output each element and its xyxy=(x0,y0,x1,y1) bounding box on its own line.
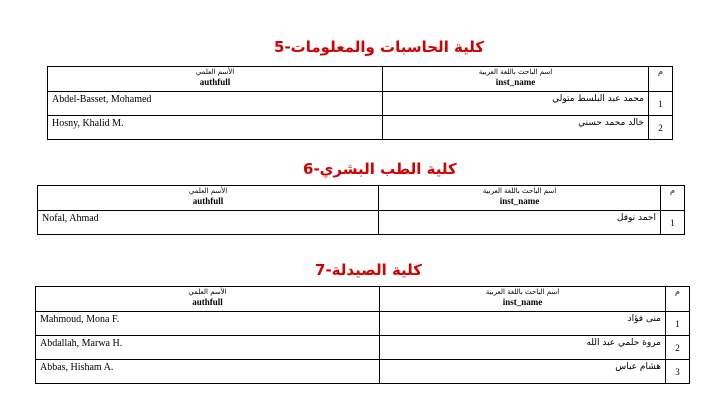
arabic-name-cell: مروة حلمي عبد الله xyxy=(380,336,666,360)
scientific-name-cell: Nofal, Ahmad xyxy=(38,211,379,235)
table-header-row xyxy=(38,186,685,211)
arabic-name-cell: هشام عباس xyxy=(380,360,666,384)
arabic-name-cell: احمد نوفل xyxy=(379,211,661,235)
table-row xyxy=(48,92,673,116)
header-en-label: authfull xyxy=(192,196,224,206)
header-en-label: inst_name xyxy=(499,196,540,206)
index-cell: 2 xyxy=(666,336,690,360)
col-scientific-name-header xyxy=(36,287,380,312)
section-5-heading xyxy=(268,38,484,56)
col-arabic-name-header xyxy=(380,287,666,312)
index-cell: 2 xyxy=(649,116,673,140)
table-row xyxy=(48,116,673,140)
table-row xyxy=(36,360,690,384)
section-7-heading xyxy=(309,261,422,279)
index-cell: 1 xyxy=(661,211,685,235)
section-5-title: كلية الحاسبات والمعلومات xyxy=(290,38,485,56)
arabic-name-cell: خالد محمد حسني xyxy=(383,116,649,140)
col-index-header: م xyxy=(661,186,685,211)
scientific-name-cell: Mahmoud, Mona F. xyxy=(36,312,380,336)
section-6-number: -6 xyxy=(303,160,320,178)
header-en-label: authfull xyxy=(192,297,223,307)
col-scientific-name-header xyxy=(48,67,383,92)
section-5-number: -5 xyxy=(274,38,291,56)
scientific-name-cell: Abbas, Hisham A. xyxy=(36,360,380,384)
index-cell: 3 xyxy=(666,360,690,384)
header-ar-label: اسم الباحث باللغة العربية xyxy=(478,68,553,76)
scientific-name-cell: Abdel-Basset, Mohamed xyxy=(48,92,383,116)
header-ar-label: اسم الباحث باللغة العربية xyxy=(482,187,557,195)
table-row xyxy=(36,336,690,360)
section-5-table xyxy=(47,66,673,140)
arabic-name-cell: محمد عبد البلسط متولي xyxy=(383,92,649,116)
scientific-name-cell: Hosny, Khalid M. xyxy=(48,116,383,140)
section-6-table xyxy=(37,185,685,235)
table-row xyxy=(38,211,685,235)
col-arabic-name-header xyxy=(379,186,661,211)
scientific-name-cell: Abdallah, Marwa H. xyxy=(36,336,380,360)
header-en-label: inst_name xyxy=(502,297,543,307)
header-en-label: inst_name xyxy=(495,77,536,87)
section-7-number: -7 xyxy=(315,261,332,279)
arabic-name-cell: منى فؤاد xyxy=(380,312,666,336)
col-arabic-name-header xyxy=(383,67,649,92)
section-7-title: كلية الصيدلة xyxy=(331,261,423,279)
header-en-label: authfull xyxy=(199,77,231,87)
index-cell: 1 xyxy=(649,92,673,116)
header-ar-label: الأسم العلمي xyxy=(195,68,235,76)
section-7-table xyxy=(35,286,690,384)
index-cell: 1 xyxy=(666,312,690,336)
table-header-row xyxy=(36,287,690,312)
table-header-row xyxy=(48,67,673,92)
table-row xyxy=(36,312,690,336)
header-ar-label: اسم الباحث باللغة العربية xyxy=(485,288,560,296)
section-6-title: كلية الطب البشري xyxy=(319,160,457,178)
header-ar-label: الأسم العلمي xyxy=(188,187,228,195)
header-ar-label: الأسم العلمي xyxy=(188,288,227,296)
col-index-header: م xyxy=(666,287,690,312)
col-scientific-name-header xyxy=(38,186,379,211)
col-index-header: م xyxy=(649,67,673,92)
section-6-heading xyxy=(297,160,457,178)
